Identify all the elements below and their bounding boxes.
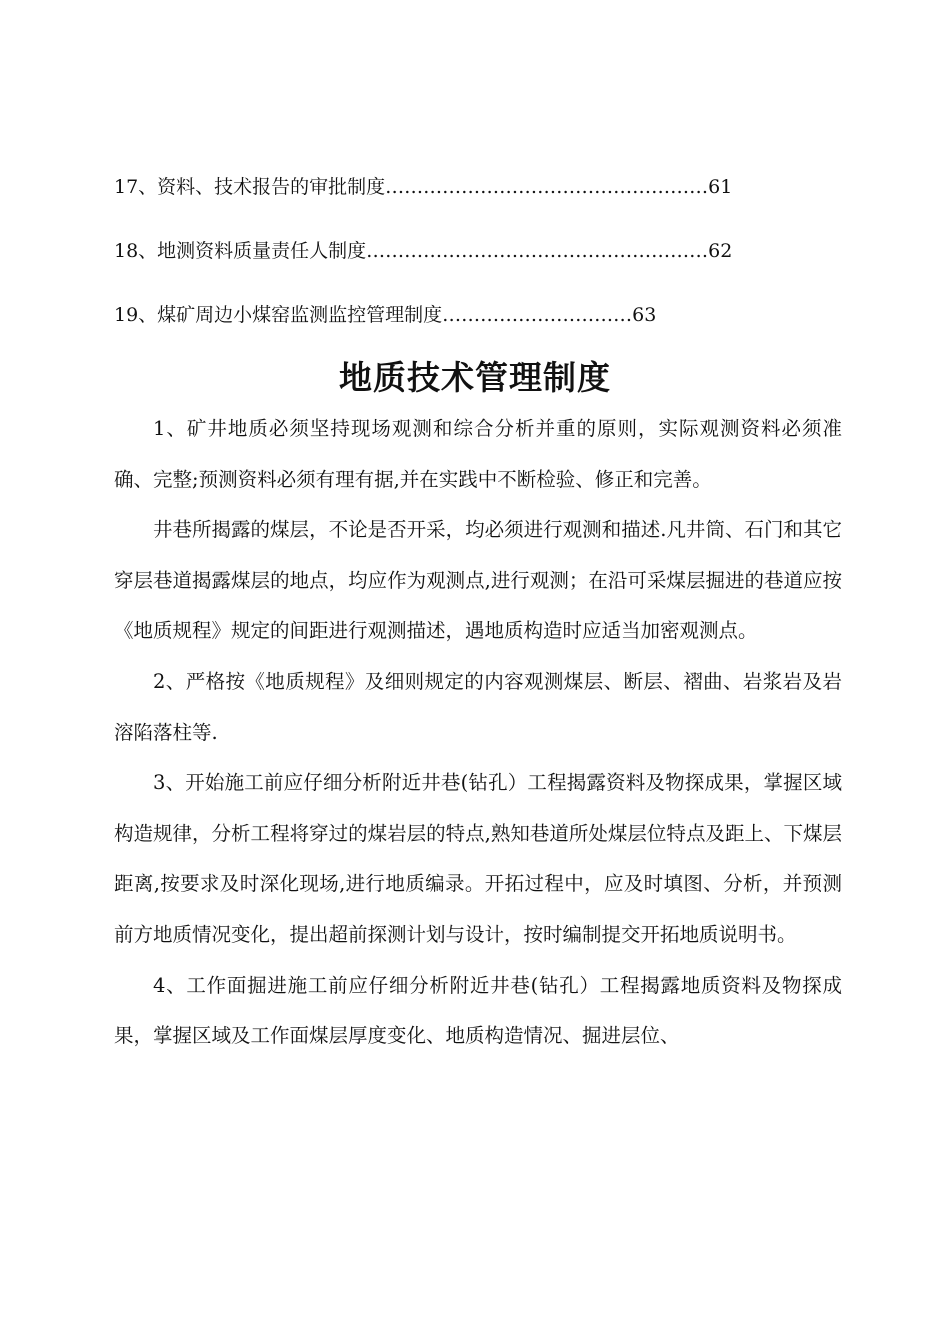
- section-title: 地质技术管理制度: [339, 358, 611, 397]
- paragraph-5: 4、工作面掘进施工前应仔细分析附近井巷(钻孔）工程揭露地质资料及物探成果，掌握区域及工作面煤层厚度变化、地质构造情况、掘进层位、: [114, 973, 842, 1048]
- paragraph-2: 井巷所揭露的煤层，不论是否开采，均必须进行观测和描述.凡井筒、石门和其它穿层巷道揭露煤层的地点，均应作为观测点,进行观测；在沿可采煤层掘进的巷道应按《地质规程》规定的间距进行观测描述，遇地质构造时应适当加密观测点。: [114, 518, 842, 643]
- toc-entry-19[interactable]: 19、煤矿周边小煤窑监测监控管理制度…………………………63: [114, 304, 657, 326]
- paragraph-4: 3、开始施工前应仔细分析附近井巷(钻孔）工程揭露资料及物探成果，掌握区域构造规律，分析工程将穿过的煤岩层的特点,熟知巷道所处煤层位特点及距上、下煤层距离,按要求及时深化现场,进行地质编录。开拓过程中，应及时填图、分析，并预测前方地质情况变化，提出超前探测计划与设计，按时编制提交开拓地质说明书。: [114, 771, 842, 946]
- paragraph-1: 1、矿井地质必须坚持现场观测和综合分析并重的原则，实际观测资料必须准确、完整;预测资料必须有理有据,并在实践中不断检验、修正和完善。: [114, 417, 842, 491]
- table-of-contents: [114, 168, 834, 360]
- toc-entry-17[interactable]: 17、资料、技术报告的审批制度……………………………………………61: [114, 176, 733, 198]
- section-body: [114, 404, 842, 1062]
- paragraph-3: 2、严格按《地质规程》及细则规定的内容观测煤层、断层、褶曲、岩浆岩及岩溶陷落柱等.: [114, 669, 842, 744]
- toc-entry-18[interactable]: 18、地测资料质量责任人制度………………………………………………62: [114, 240, 733, 262]
